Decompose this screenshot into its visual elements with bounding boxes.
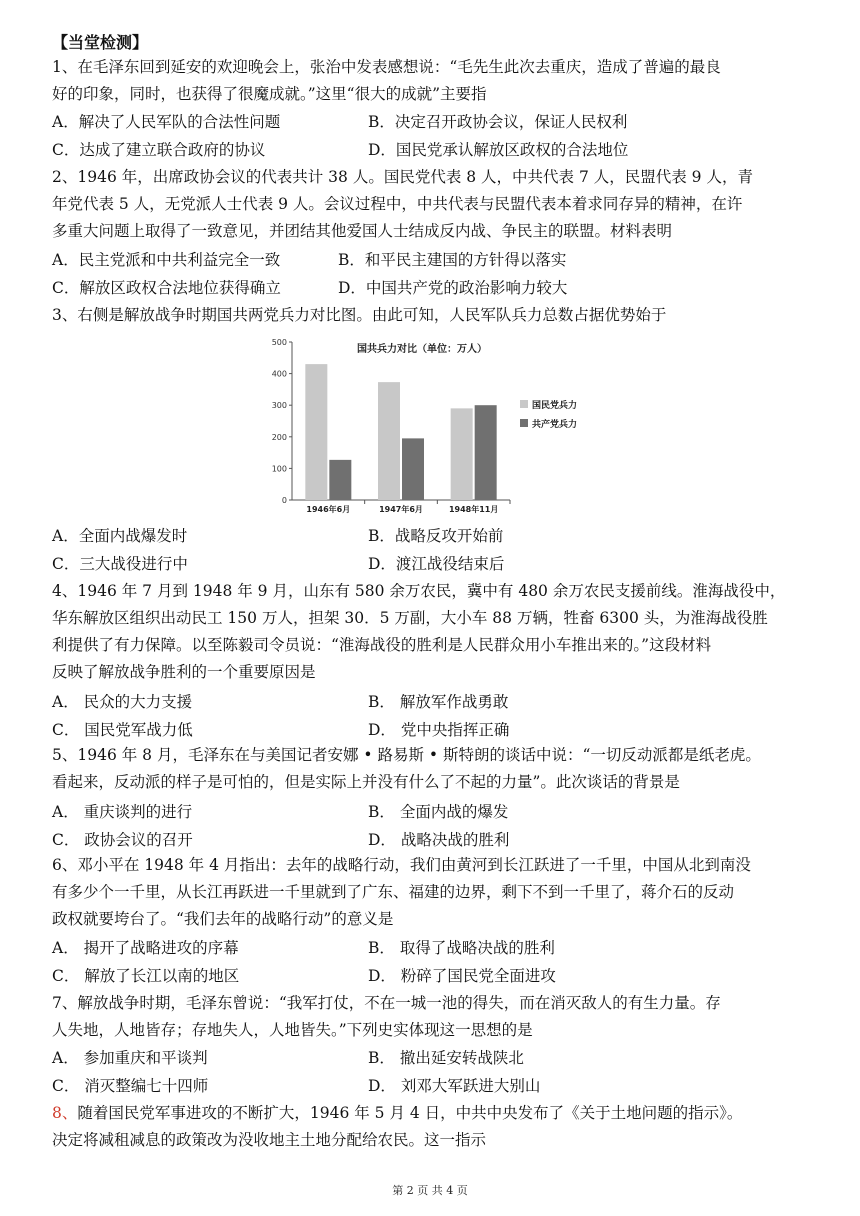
question-text: 随着国民党军事进攻的不断扩大，1946 年 5 月 4 日，中共中央发布了《关于土地问题的指示》。 [77, 1104, 743, 1122]
section-heading: 【当堂检测】 [52, 33, 149, 52]
y-tick-label: 100 [271, 464, 287, 474]
legend-label: 国民党兵力 [532, 401, 578, 411]
option-b[interactable]: B． 解放军作战勇敢 [368, 693, 509, 711]
chart-title: 国共兵力对比（单位：万人） [357, 344, 487, 355]
question-3-options [52, 522, 812, 578]
question-line: 有多少个一千里，从长江再跃进一千里就到了广东、福建的边界，剩下不到一千里了，蒋介石的反动 [52, 883, 735, 901]
y-tick-label: 0 [281, 496, 287, 505]
option-b[interactable]: B．和平民主建国的方针得以落实 [338, 251, 567, 269]
bar-kmt [378, 382, 400, 500]
question-line: 4、1946 年 7 月到 1948 年 9 月，山东有 580 余万农民，冀中有 480 余万农民支援前线。淮海战役中， [52, 582, 786, 600]
legend-swatch [520, 419, 528, 427]
x-tick-label: 1946年6月 [306, 505, 351, 514]
y-tick-label: 200 [271, 432, 287, 442]
option-d[interactable]: D． 刘邓大军跃进大别山 [368, 1077, 541, 1095]
option-a[interactable]: A． 重庆谈判的进行 [52, 803, 193, 821]
question-line: 5、1946 年 8 月，毛泽东在与美国记者安娜 • 路易斯 • 斯特朗的谈话中说：“一切反动派都是纸老虎。 [52, 746, 761, 764]
option-b[interactable]: B．决定召开政协会议，保证人民权利 [368, 113, 628, 131]
question-5-options [52, 798, 812, 854]
option-c[interactable]: C．解放区政权合法地位获得确立 [52, 279, 281, 297]
question-line: 决定将减租减息的政策改为没收地主土地分配给农民。这一指示 [52, 1131, 487, 1149]
option-d[interactable]: D． 战略决战的胜利 [368, 831, 510, 849]
x-tick-label: 1947年6月 [379, 505, 423, 514]
question-line [52, 1100, 812, 1127]
question-line: 年党代表 5 人，无党派人士代表 9 人。会议过程中，中共代表与民盟代表本着求同存异的精神，在许 [52, 195, 743, 213]
question-5-stem [52, 742, 812, 796]
question-line: 3、右侧是解放战争时期国共两党兵力对比图。由此可知，人民军队兵力总数占据优势始于 [52, 306, 667, 324]
question-line: 多重大问题上取得了一致意见，并团结其他爱国人士结成反内战、争民主的联盟。材料表明 [52, 222, 673, 240]
option-a[interactable]: A． 民众的大力支援 [52, 693, 193, 711]
option-d[interactable]: D． 党中央指挥正确 [368, 721, 510, 739]
question-line: 6、邓小平在 1948 年 4 月指出：去年的战略行动，我们由黄河到长江跃进了一千里，中国从北到南没 [52, 856, 751, 874]
option-d[interactable]: D．国民党承认解放区政权的合法地位 [368, 141, 629, 159]
option-d[interactable]: D．中国共产党的政治影响力较大 [338, 279, 568, 297]
bar-cpc [402, 438, 424, 500]
question-2-stem [52, 164, 812, 245]
option-c[interactable]: C． 政协会议的召开 [52, 831, 193, 849]
question-line: 看起来，反动派的样子是可怕的，但是实际上并没有什么了不起的力量”。此次谈话的背景是 [52, 773, 680, 791]
question-4-stem [52, 578, 812, 686]
option-b[interactable]: B． 撤出延安转战陕北 [368, 1049, 524, 1067]
question-6-options [52, 934, 812, 990]
question-line: 华东解放区组织出动民工 150 万人，担架 30．5 万副，大小车 88 万辆，牲畜 6300 头，为淮海战役胜 [52, 609, 768, 627]
page-footer: 第 2 页 共 4 页 [392, 1184, 468, 1197]
bar-kmt [305, 364, 327, 500]
question-3-stem [52, 302, 812, 329]
option-c[interactable]: C． 消灭整编七十四师 [52, 1077, 209, 1095]
option-a[interactable]: A．全面内战爆发时 [52, 527, 188, 545]
bar-kmt [451, 408, 473, 500]
option-c[interactable]: C． 国民党军战力低 [52, 721, 193, 739]
bar-cpc [329, 460, 351, 500]
question-4-options [52, 688, 812, 744]
question-2-options [52, 246, 812, 302]
option-b[interactable]: B． 取得了战略决战的胜利 [368, 939, 555, 957]
question-1-stem [52, 54, 812, 108]
question-7-options [52, 1044, 812, 1100]
question-7-stem [52, 990, 812, 1044]
y-tick-label: 400 [271, 369, 287, 379]
question-line: 反映了解放战争胜利的一个重要原因是 [52, 663, 316, 681]
y-tick-label: 300 [271, 401, 287, 411]
force-comparison-chart [262, 332, 602, 520]
option-b[interactable]: B．战略反攻开始前 [368, 527, 504, 545]
legend-swatch [520, 400, 528, 408]
x-tick-label: 1948年11月 [448, 505, 499, 514]
option-c[interactable]: C． 解放了长江以南的地区 [52, 967, 240, 985]
option-a[interactable]: A．解决了人民军队的合法性问题 [52, 113, 281, 131]
question-line: 利提供了有力保障。以至陈毅司令员说：“淮海战役的胜利是人民群众用小车推出来的。”这段材料 [52, 636, 712, 654]
option-c[interactable]: C．三大战役进行中 [52, 555, 188, 573]
question-line: 好的印象，同时，也获得了很魔成就。”这里“很大的成就”主要指 [52, 85, 487, 103]
legend-label: 共产党兵力 [532, 420, 578, 430]
question-line: 7、解放战争时期，毛泽东曾说：“我军打仗，不在一城一池的得失，而在消灭敌人的有生力量。存 [52, 994, 721, 1012]
option-d[interactable]: D． 粉碎了国民党全面进攻 [368, 967, 556, 985]
question-line: 2、1946 年，出席政协会议的代表共计 38 人。国民党代表 8 人，中共代表 7 人，民盟代表 9 人，青 [52, 168, 753, 186]
option-a[interactable]: A．民主党派和中共利益完全一致 [52, 251, 281, 269]
bar-cpc [475, 405, 497, 500]
y-tick-label: 500 [271, 338, 287, 347]
question-line: 人失地，人地皆存；存地失人，人地皆失。”下列史实体现这一思想的是 [52, 1021, 533, 1039]
question-line: 政权就要垮台了。“我们去年的战略行动”的意义是 [52, 910, 394, 928]
question-number: 8、 [52, 1104, 78, 1122]
question-8-stem [52, 1100, 812, 1154]
option-d[interactable]: D．渡江战役结束后 [368, 555, 505, 573]
option-a[interactable]: A． 揭开了战略进攻的序幕 [52, 939, 239, 957]
question-6-stem [52, 852, 812, 933]
option-a[interactable]: A． 参加重庆和平谈判 [52, 1049, 208, 1067]
option-b[interactable]: B． 全面内战的爆发 [368, 803, 509, 821]
question-1-options [52, 108, 812, 164]
question-line: 1、在毛泽东回到延安的欢迎晚会上，张治中发表感想说：“毛先生此次去重庆，造成了普遍的最良 [52, 58, 721, 76]
option-c[interactable]: C．达成了建立联合政府的协议 [52, 141, 266, 159]
